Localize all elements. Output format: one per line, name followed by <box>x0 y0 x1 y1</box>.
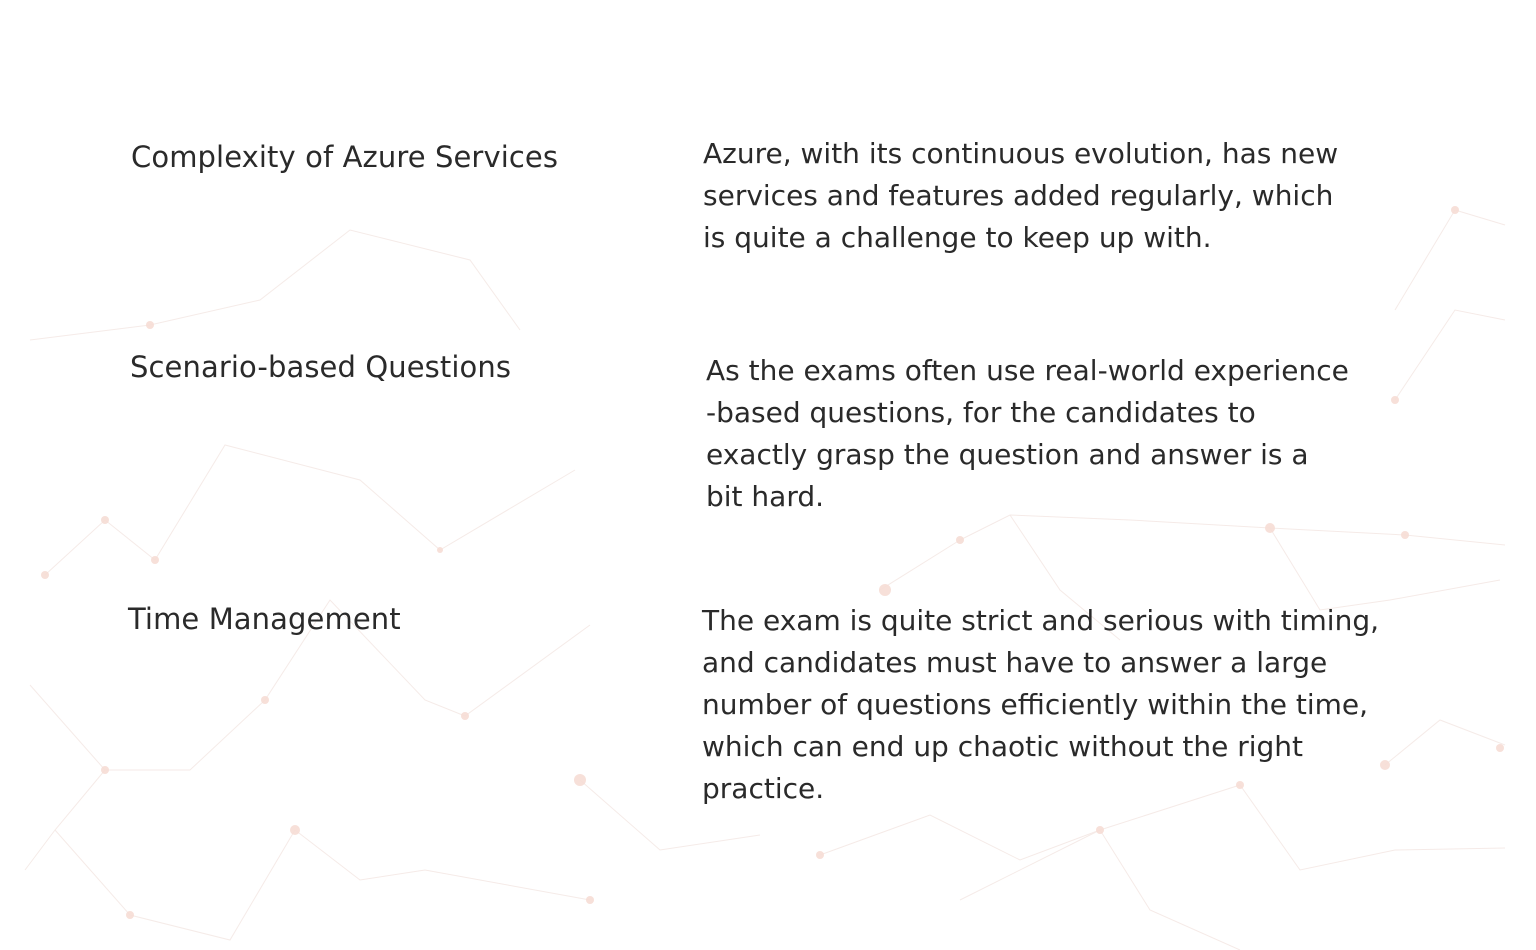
challenge-description <box>706 350 1349 518</box>
description-line: services and features added regularly, which <box>703 179 1334 212</box>
description-line: bit hard. <box>706 480 825 513</box>
description-line: Azure, with its continuous evolution, has new <box>703 137 1339 170</box>
description-line: and candidates must have to answer a large <box>702 646 1328 679</box>
challenge-description <box>702 600 1379 810</box>
challenge-title: Complexity of Azure Services <box>131 140 559 174</box>
description-line: -based questions, for the candidates to <box>706 396 1256 429</box>
description-line: As the exams often use real-world experience <box>706 354 1349 387</box>
description-line: which can end up chaotic without the right <box>702 730 1304 763</box>
description-line: number of questions efficiently within the time, <box>702 688 1369 721</box>
description-line: is quite a challenge to keep up with. <box>703 221 1212 254</box>
challenge-title: Time Management <box>128 602 401 636</box>
challenge-title: Scenario-based Questions <box>130 350 512 384</box>
challenge-description <box>703 133 1338 259</box>
description-line: practice. <box>702 772 825 805</box>
description-line: The exam is quite strict and serious with timing, <box>702 604 1380 637</box>
description-line: exactly grasp the question and answer is a <box>706 438 1309 471</box>
